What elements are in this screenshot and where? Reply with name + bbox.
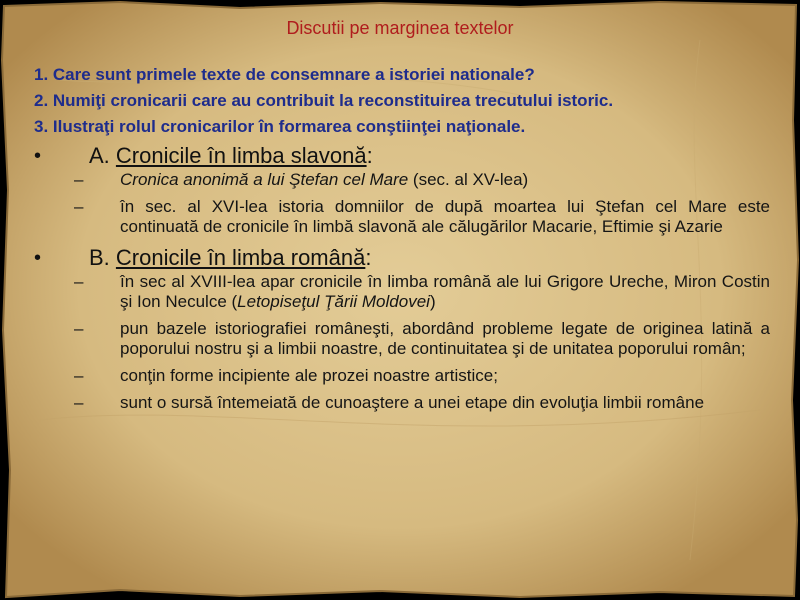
section-b-prefix: B.	[89, 245, 116, 270]
list-item	[34, 319, 770, 359]
list-item	[34, 170, 770, 190]
list-item	[34, 366, 770, 386]
section-b-heading	[34, 244, 770, 272]
list-item-italic: Cronica anonimă a lui Ştefan cel Mare	[120, 170, 409, 189]
list-item	[34, 393, 770, 413]
dash-icon: –	[74, 197, 84, 216]
section-b-list	[34, 272, 770, 413]
list-item-text: în sec. al XVI-lea istoria domniilor de după moartea lui Ştefan cel Mare este continuată de cronicile în limbă slavonă ale călugărilor Macarie, Eftimie şi Azarie	[120, 197, 770, 236]
list-item-text: conţin forme incipiente ale prozei noastre artistice;	[120, 366, 498, 385]
dash-icon: –	[74, 319, 84, 338]
list-item-italic: Letopiseţul Ţării Moldovei	[237, 292, 430, 311]
bullet-icon: •	[34, 247, 42, 269]
section-a-list	[34, 170, 770, 237]
question-3: 3. Ilustraţi rolul cronicarilor în formarea conştiinţei naţionale.	[34, 117, 526, 136]
question-1: 1. Care sunt primele texte de consemnare a istoriei nationale?	[34, 65, 535, 84]
list-item	[34, 272, 770, 312]
list-item-text: pun bazele istoriografiei româneşti, abordând probleme legate de originea latină a poporului nostru şi a limbii noastre, de continuitatea şi de unitatea poporului român;	[120, 319, 770, 358]
content-area	[34, 64, 770, 420]
bullet-icon: •	[34, 145, 42, 167]
slide-title: Discutii pe marginea textelor	[286, 18, 514, 38]
dash-icon: –	[74, 393, 84, 412]
list-item-text: în sec al XVIII-lea apar cronicile în limba română ale lui Grigore Ureche, Miron Costin şi Ion Neculce (	[120, 272, 770, 311]
section-a-colon: :	[366, 143, 373, 168]
list-item-text: (sec. al XV-lea)	[408, 170, 529, 189]
dash-icon: –	[74, 366, 84, 385]
question-2: 2. Numiţi cronicarii care au contribuit la reconstituirea trecutului istoric.	[34, 91, 614, 110]
list-item	[34, 197, 770, 237]
list-item-text: sunt o sursă întemeiată de cunoaştere a unei etape din evoluţia limbii române	[120, 393, 705, 412]
list-item-text: )	[429, 292, 436, 311]
dash-icon: –	[74, 170, 84, 189]
section-a-prefix: A.	[89, 143, 116, 168]
dash-icon: –	[74, 272, 84, 291]
section-a-title: Cronicile în limba slavonă	[115, 143, 367, 168]
section-b-colon: :	[365, 245, 372, 270]
section-a-heading	[34, 142, 770, 170]
section-b-title: Cronicile în limba română	[115, 245, 366, 270]
